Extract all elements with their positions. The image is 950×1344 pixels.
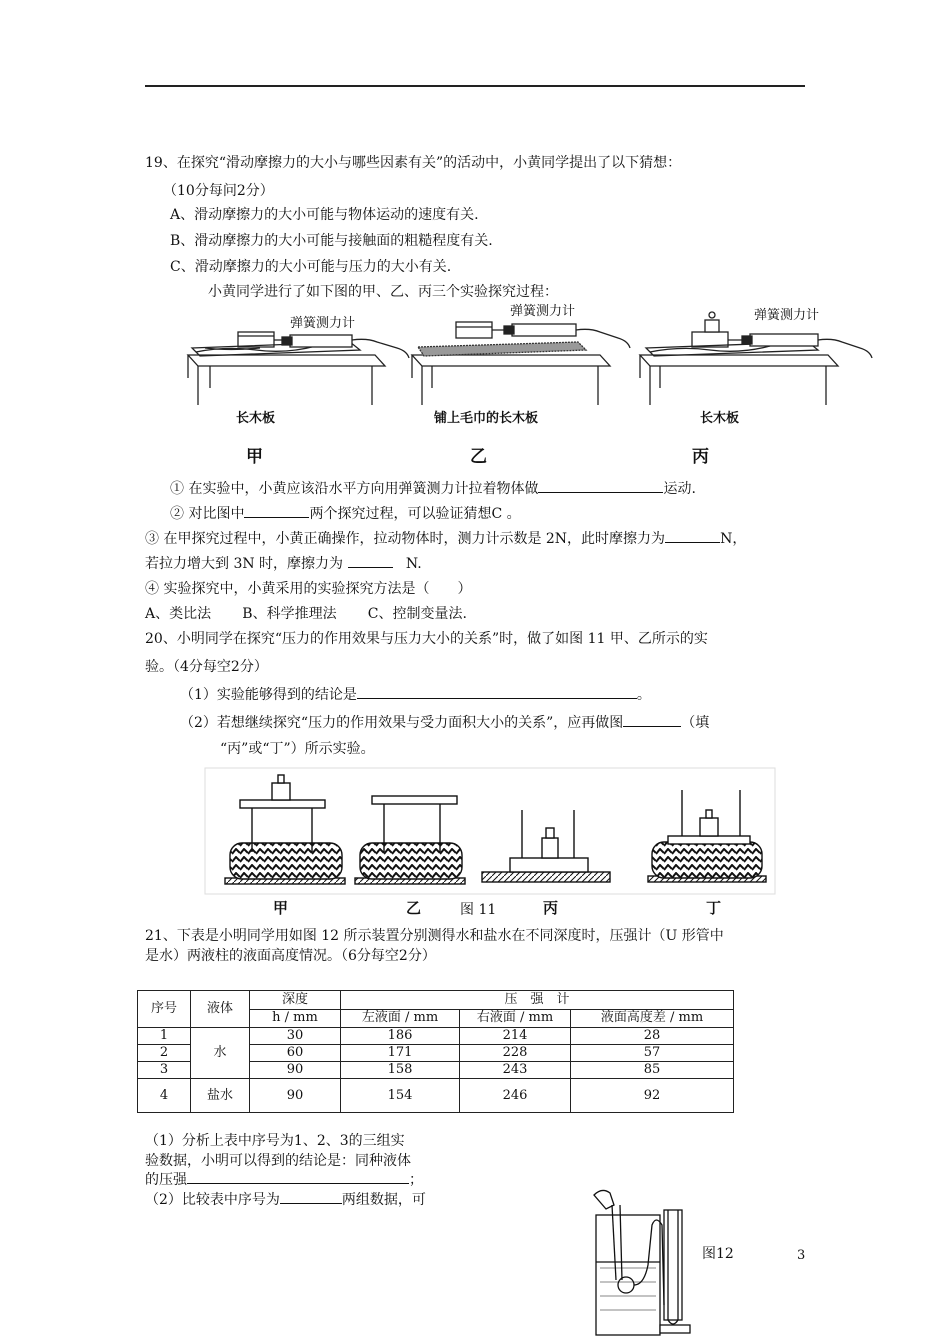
q19-guess-b: B、滑动摩擦力的大小可能与接触面的粗糙程度有关. [170,233,493,249]
header-right: 右液面 / mm [460,1009,571,1028]
fig11-caption-bing: 丙 [543,899,559,917]
header-no: 序号 [138,991,191,1028]
board-label-3: 长木板 [700,411,740,426]
q19-stem: 19、在探究“滑动摩擦力的大小与哪些因素有关”的活动中，小黄同学提出了以下猜想： [145,155,682,171]
fig12-label: 图12 [702,1246,734,1262]
board-label-2: 铺上毛巾的长木板 [434,411,539,426]
table-row: 2 60 171 228 57 [138,1045,734,1062]
table-row: 4 盐水 90 154 246 92 [138,1079,734,1113]
fig11-caption-yi: 乙 [406,899,422,917]
header-depth-1: 深度 [250,991,341,1010]
header-diff: 液面高度差 / mm [571,1009,734,1028]
q20-stem: 20、小明同学在探究“压力的作用效果与压力大小的关系”时，做了如图 11 甲、乙所示的实 [145,631,708,647]
figure-caption-bing: 丙 [692,447,709,467]
figure-caption-yi: 乙 [470,447,487,467]
q20-sub2: （2）若想继续探究“压力的作用效果与受力面积大小的关系”，应再做图 （填 [180,712,709,732]
q21-sub1-line2: 验数据，小明可以得到的结论是：同种液体 [145,1153,411,1169]
header-gauge: 压 强 计 [341,991,734,1010]
q20-stem-cont: 验。（4分每空2分） [145,659,268,675]
q19-sub4: ④ 实验探究中，小黄采用的实验探究方法是（ ） [145,581,472,597]
q21-sub1-line3: 的压强 ； [145,1169,423,1189]
q19-options: A、类比法 B、科学推理法 C、控制变量法. [145,606,467,622]
fig11-title: 图 11 [460,902,497,918]
figure-caption-jia: 甲 [246,447,263,467]
board-label-1: 长木板 [236,411,276,426]
header-depth-2: h / mm [250,1009,341,1028]
q19-sub3-cont: 若拉力增大到 3N 时，摩擦力为 N. [145,553,422,573]
q19-guess-c: C、滑动摩擦力的大小可能与压力的大小有关. [170,259,452,275]
q21-stem: 21、下表是小明同学用如图 12 所示装置分别测得水和盐水在不同深度时，压强计（U 形管中 [145,928,724,944]
table-row: 1 水 30 186 214 28 [138,1028,734,1045]
page-number: 3 [797,1248,806,1263]
q21-sub2: （2）比较表中序号为 两组数据，可 [145,1189,426,1209]
liquid-water: 水 [191,1028,250,1079]
header-left: 左液面 / mm [341,1009,460,1028]
q19-points: （10分每问2分） [163,183,274,199]
header-liquid: 液体 [191,991,250,1028]
q21-sub1-line1: （1）分析上表中序号为1、2、3的三组实 [145,1133,405,1149]
q19-guess-a: A、滑动摩擦力的大小可能与物体运动的速度有关. [170,207,479,223]
spring-scale-label-1: 弹簧测力计 [290,316,356,331]
spring-scale-label-3: 弹簧测力计 [754,308,820,323]
q19-sub2: ② 对比图中 两个探究过程，可以验证猜想C 。 [170,503,521,523]
fig11-caption-jia: 甲 [273,899,289,917]
q21-stem-cont: 是水）两液柱的液面高度情况。（6分每空2分） [145,948,436,964]
q19-sub1: ① 在实验中，小黄应该沿水平方向用弹簧测力计拉着物体做 运动. [170,478,696,498]
table-row: 3 90 158 243 85 [138,1062,734,1079]
spring-scale-label-2: 弹簧测力计 [510,304,576,319]
fig11-caption-ding: 丁 [706,899,722,917]
q19-intro: 小黄同学进行了如下图的甲、乙、丙三个实验探究过程： [208,284,558,300]
q20-sub2-cont: “丙”或“丁”）所示实验。 [220,741,375,757]
q20-sub1: （1）实验能够得到的结论是 。 [180,684,651,704]
q19-sub3: ③ 在甲探究过程中，小黄正确操作，拉动物体时，测力计示数是 2N，此时摩擦力为 N， [145,528,746,548]
